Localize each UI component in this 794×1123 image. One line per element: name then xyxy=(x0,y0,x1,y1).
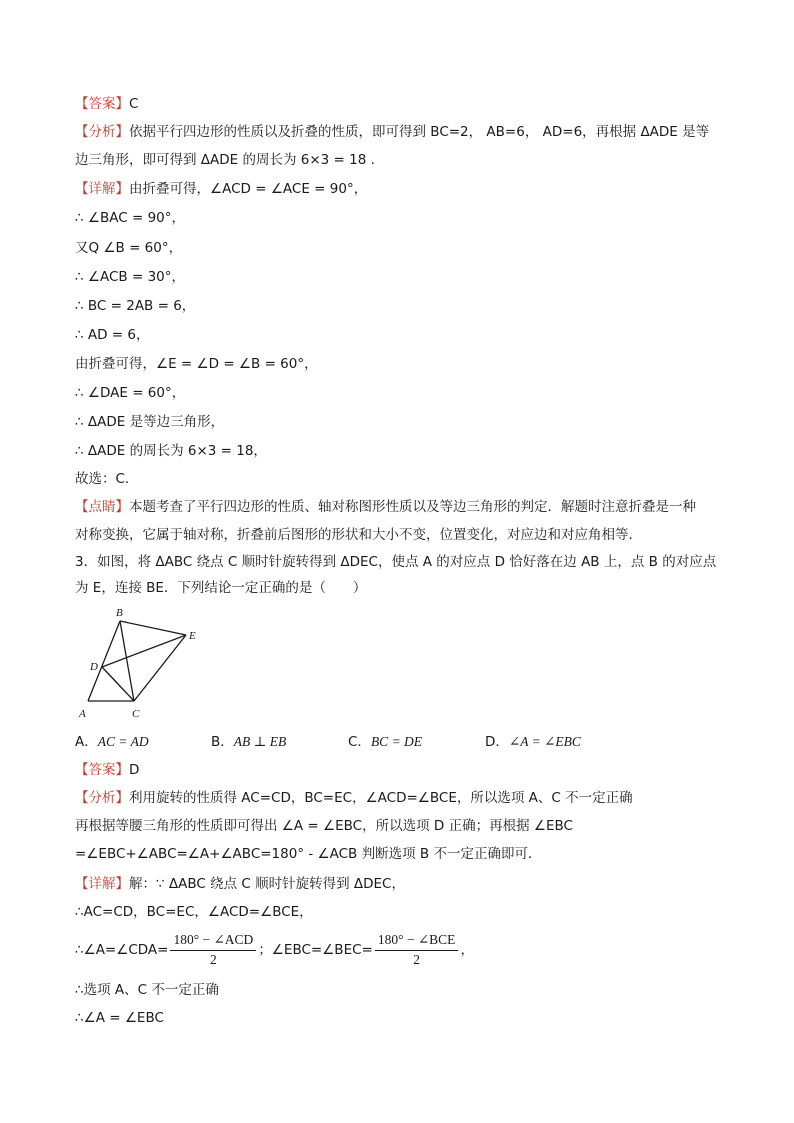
label-a: A xyxy=(79,708,86,720)
comment-text-2: 对称变换，它属于轴对称，折叠前后图形的形状和大小不变，位置变化，对应边和对应角相等． xyxy=(75,527,642,543)
fraction-bce-denominator: 2 xyxy=(413,952,421,967)
option-b-label: B． xyxy=(211,734,234,750)
option-a[interactable] xyxy=(75,732,149,752)
geometry-svg xyxy=(72,605,212,723)
comment-line-2 xyxy=(75,525,642,545)
option-d-text: ∠A = ∠EBC xyxy=(508,734,581,749)
analysis-2-line-3 xyxy=(75,844,541,864)
detail-2-text-1: 解：∵ ΔABC 绕点 C 顺时针旋转得到 ΔDEC， xyxy=(129,876,405,892)
comment-text-1: 本题考查了平行四边形的性质、轴对称图形性质以及等边三角形的判定．解题时注意折叠是一种 xyxy=(129,499,696,515)
detail-text-3: 又Q ∠B = 60°， xyxy=(75,240,183,256)
detail-line-6 xyxy=(75,325,150,345)
analysis-tag: 【分析】 xyxy=(75,124,129,140)
label-e: E xyxy=(189,630,196,642)
fraction-line-middle: ；∠EBC=∠BEC= xyxy=(258,942,373,958)
analysis-2-text-1: 利用旋转的性质得 AC=CD，BC=EC，∠ACD=∠BCE，所以选项 A、C 不一定正确 xyxy=(129,790,633,806)
fraction-bce-numerator: 180° − ∠BCE xyxy=(375,931,459,951)
geometry-figure xyxy=(72,605,212,723)
question-3-text-2: 为 E，连接 BE．下列结论一定正确的是（ ） xyxy=(75,580,367,596)
option-b[interactable] xyxy=(211,732,286,752)
answer-2-tag: 【答案】 xyxy=(75,762,129,778)
detail-text-4: ∴ ∠ACB = 30°， xyxy=(75,269,185,285)
detail-2-line-5 xyxy=(75,1008,164,1028)
fraction-bce xyxy=(375,931,459,969)
detail-2-fraction-line xyxy=(75,930,474,970)
fraction-acd xyxy=(170,931,256,969)
detail-line-2 xyxy=(75,208,185,228)
detail-line-3 xyxy=(75,238,182,258)
answer-2-value: D xyxy=(129,762,140,778)
detail-2-text-2: ∴AC=CD，BC=EC，∠ACD=∠BCE， xyxy=(75,904,313,920)
label-d: D xyxy=(90,661,98,673)
option-b-text: AB ⊥ EB xyxy=(233,734,287,749)
detail-text-9: ∴ ΔADE 是等边三角形， xyxy=(75,414,225,430)
analysis-line-2 xyxy=(75,150,375,170)
detail-text-5: ∴ BC = 2AB = 6， xyxy=(75,298,196,314)
detail-text-11: 故选：C. xyxy=(75,471,130,487)
label-b: B xyxy=(116,607,123,619)
analysis-2-line-2 xyxy=(75,816,573,836)
option-d-label: D． xyxy=(485,734,509,750)
detail-2-tag: 【详解】 xyxy=(75,876,129,892)
comment-tag: 【点睛】 xyxy=(75,499,129,515)
analysis-2-tag: 【分析】 xyxy=(75,790,129,806)
segment-be xyxy=(120,621,186,635)
answer-line-1 xyxy=(75,94,138,114)
detail-line-1 xyxy=(75,179,367,199)
detail-line-10 xyxy=(75,441,267,461)
detail-tag: 【详解】 xyxy=(75,181,129,197)
analysis-2-text-2: 再根据等腰三角形的性质即可得出 ∠A = ∠EBC，所以选项 D 正确；再根据 ∠EBC xyxy=(75,818,573,834)
detail-text-6: ∴ AD = 6， xyxy=(75,327,150,343)
detail-2-line-2 xyxy=(75,902,313,922)
question-3-line-1 xyxy=(75,552,716,572)
fraction-acd-denominator: 2 xyxy=(210,952,217,967)
detail-text-10: ∴ ΔADE 的周长为 6×3 = 18， xyxy=(75,443,267,459)
fraction-acd-numerator: 180° − ∠ACD xyxy=(170,931,256,951)
detail-2-text-5: ∴∠A = ∠EBC xyxy=(75,1010,164,1026)
detail-line-9 xyxy=(75,412,224,432)
option-c-label: C． xyxy=(348,734,371,750)
analysis-text-2: 边三角形，即可得到 ΔADE 的周长为 6×3 = 18 . xyxy=(75,152,375,168)
comment-line-1 xyxy=(75,497,696,517)
detail-text-1: 由折叠可得，∠ACD = ∠ACE = 90°， xyxy=(129,181,368,197)
analysis-line-1 xyxy=(75,122,709,142)
question-3-line-2 xyxy=(75,578,366,598)
detail-text-7: 由折叠可得，∠E = ∠D = ∠B = 60°， xyxy=(75,356,318,372)
answer-2-line xyxy=(75,760,139,780)
detail-2-line-4 xyxy=(75,980,219,1000)
fraction-line-prefix: ∴∠A=∠CDA= xyxy=(75,942,169,958)
question-3-text-1: 3．如图，将 ΔABC 绕点 C 顺时针旋转得到 ΔDEC，使点 A 的对应点 D 恰好落在边 AB 上，点 B 的对应点 xyxy=(75,554,717,570)
detail-2-line-1 xyxy=(75,874,405,894)
answer-value: C xyxy=(129,96,139,112)
detail-2-text-4: ∴选项 A、C 不一定正确 xyxy=(75,982,219,998)
option-c[interactable] xyxy=(348,732,422,752)
option-c-text: BC = DE xyxy=(370,734,423,749)
fraction-line-suffix: ， xyxy=(460,942,474,958)
option-a-text: AC = AD xyxy=(97,734,149,749)
detail-line-11 xyxy=(75,469,129,489)
answer-tag: 【答案】 xyxy=(75,96,129,112)
option-d[interactable] xyxy=(485,732,581,752)
detail-line-5 xyxy=(75,296,195,316)
analysis-2-text-3: =∠EBC+∠ABC=∠A+∠ABC=180° - ∠ACB 判断选项 B 不一定正确即可． xyxy=(75,846,542,862)
detail-line-7 xyxy=(75,354,318,374)
analysis-text-1: 依据平行四边形的性质以及折叠的性质，即可得到 BC=2， AB=6， AD=6，再根据 ΔADE 是等 xyxy=(129,124,710,140)
detail-line-8 xyxy=(75,383,185,403)
option-a-label: A． xyxy=(75,734,98,750)
detail-text-8: ∴ ∠DAE = 60°， xyxy=(75,385,186,401)
label-c: C xyxy=(132,708,140,720)
detail-line-4 xyxy=(75,267,185,287)
analysis-2-line-1 xyxy=(75,788,633,808)
detail-text-2: ∴ ∠BAC = 90°， xyxy=(75,210,185,226)
